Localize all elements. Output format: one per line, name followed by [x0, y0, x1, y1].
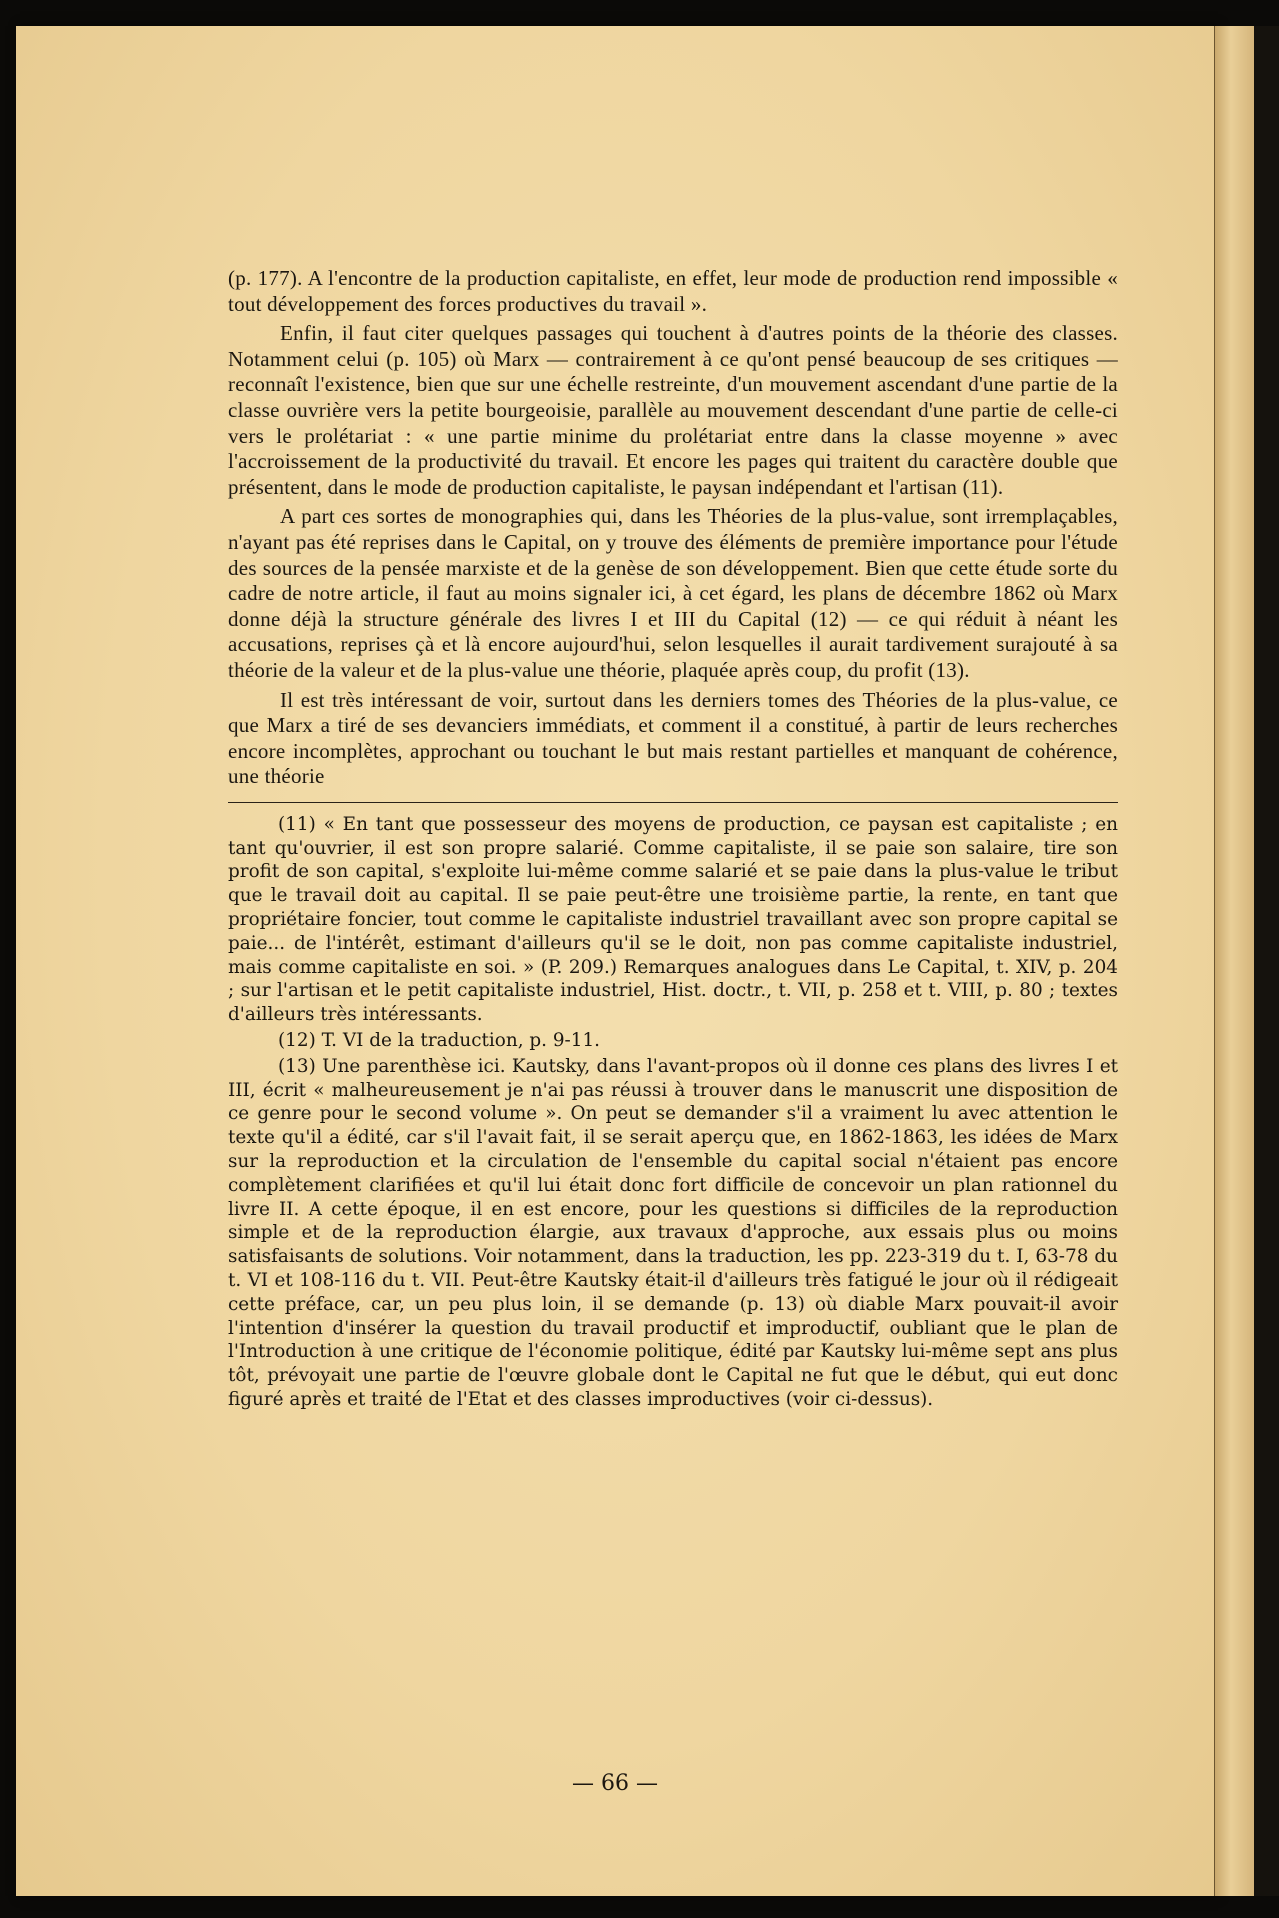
paragraph-4: Il est très intéressant de voir, surtout dans les derniers tomes des Théories de la plus-value, ce que Marx a tiré de ses devanciers immédiats, et comment il a constitué, à partir de leurs recherches encore incomplètes, approchant ou touchant le but mais restant partielles et manquant de cohérence, une théorie	[228, 687, 1118, 789]
footnote-divider	[228, 802, 1118, 803]
footnote-11: (11) « En tant que possesseur des moyens de production, ce paysan est capitaliste ; en tant qu'ouvrier, il est son propre salarié. Comme capitaliste, il se paie son salaire, tire son profit de son capital, s'exploite lui-même comme salarié et se paie dans la plus-value le tribut que le travail doit au capital. Il se paie peut-être une troisième partie, la rente, en tant que propriétaire foncier, tout comme le capitaliste industriel travaillant avec son propre capital se paie... de l'intérêt, estimant d'ailleurs qu'il se le doit, non pas comme capitaliste industriel, mais comme capitaliste en soi. » (P. 209.) Remarques analogues dans Le Capital, t. XIV, p. 204 ; sur l'artisan et le petit capitaliste industriel, Hist. doctr., t. VII, p. 258 et t. VIII, p. 80 ; textes d'ailleurs très intéressants.	[228, 813, 1118, 1026]
footnote-12: (12) T. VI de la traduction, p. 9-11.	[278, 1030, 601, 1052]
main-body	[228, 266, 1118, 790]
paragraph-3: A part ces sortes de monographies qui, dans les Théories de la plus-value, sont irremplaçables, n'ayant pas été reprises dans le Capital, on y trouve des éléments de première importance pour l'étude des sources de la pensée marxiste et de la genèse de son développement. Bien que cette étude sorte du cadre de notre article, il faut au moins signaler ici, à cet égard, les plans de décembre 1862 où Marx donne déjà la structure générale des livres I et III du Capital (12) — ce qui réduit à néant les accusations, reprises çà et là encore aujourd'hui, selon lesquelles il aurait tardivement surajouté à sa théorie de la valeur et de la plus-value une théorie, plaquée après coup, du profit (13).	[228, 504, 1118, 682]
footnote-13: (13) Une parenthèse ici. Kautsky, dans l'avant-propos où il donne ces plans des livres I et III, écrit « malheureusement je n'ai pas réussi à trouver dans le manuscrit une disposition de ce genre pour le second volume ». On peut se demander s'il a vraiment lu avec attention le texte qu'il a édité, car s'il l'avait fait, il se serait aperçu que, en 1862-1863, les idées de Marx sur la reproduction et la circulation de l'ensemble du capital social n'étaient pas encore complètement clarifiées et qu'il lui était donc fort difficile de concevoir un plan rationnel du livre II. A cette époque, il en est encore, pour les questions si difficiles de la reproduction simple et de la reproduction élargie, aux travaux d'approche, aux essais plus ou moins satisfaisants de solutions. Voir notamment, dans la traduction, les pp. 223-319 du t. I, 63-78 du t. VI et 108-116 du t. VII. Peut-être Kautsky était-il d'ailleurs très fatigué le jour où il rédigeait cette préface, car, un peu plus loin, il se demande (p. 13) où diable Marx pouvait-il avoir l'intention d'insérer la question du travail productif et improductif, oubliant que le plan de l'Introduction à une critique de l'économie politique, édité par Kautsky lui-même sept ans plus tôt, prévoyait une partie de l'œuvre globale dont le Capital ne fut que le début, qui eut donc figuré après et traité de l'Etat et des classes improductives (voir ci-dessus).	[228, 1055, 1118, 1410]
paragraph-1: (p. 177). A l'encontre de la production capitaliste, en effet, leur mode de production rend impossible « tout développement des forces productives du travail ».	[228, 266, 1118, 316]
book-spine	[1214, 26, 1255, 1896]
page-number: — 66 —	[572, 1771, 658, 1796]
footnotes	[228, 813, 1118, 1412]
scan-edge	[1254, 26, 1279, 1896]
paragraph-2: Enfin, il faut citer quelques passages qui touchent à d'autres points de la théorie des classes. Notamment celui (p. 105) où Marx — contrairement à ce qu'ont pensé beaucoup de ses critiques — reconnaît l'existence, bien que sur une échelle restreinte, d'un mouvement ascendant d'une partie de la classe ouvrière vers la petite bourgeoisie, parallèle au mouvement descendant d'une partie de celle-ci vers le prolétariat : « une partie minime du prolétariat entre dans la classe moyenne » avec l'accroissement de la productivité du travail. Et encore les pages qui traitent du caractère double que présentent, dans le mode de production capitaliste, le paysan indépendant et l'artisan (11).	[228, 321, 1118, 499]
book-page	[16, 26, 1214, 1896]
page-text	[228, 266, 1118, 1412]
